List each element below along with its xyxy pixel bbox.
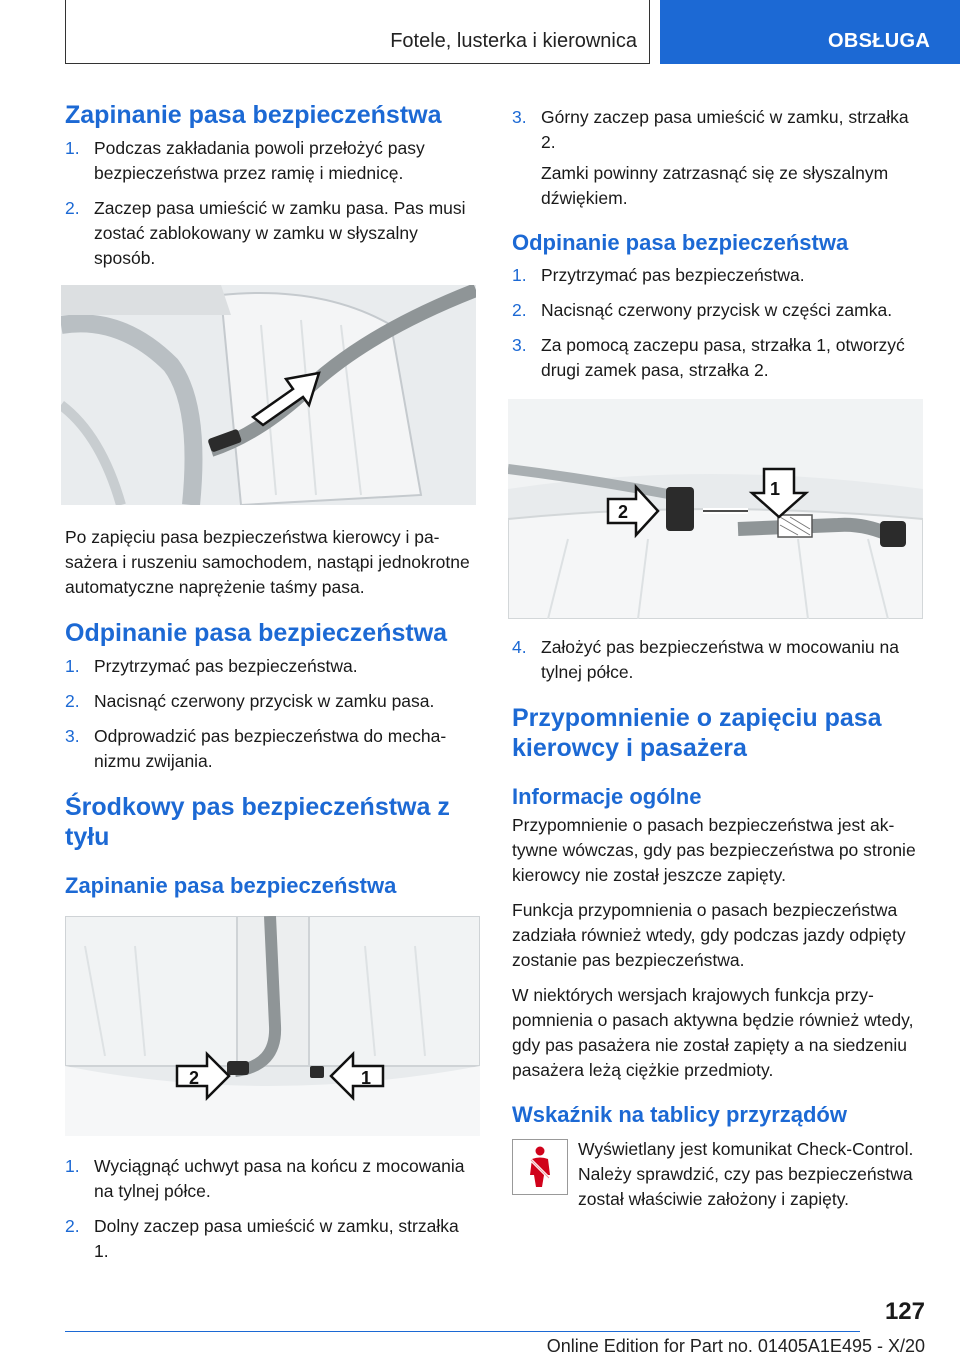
- release-latch-illustration: [508, 399, 923, 619]
- list-item: 1. Przytrzymać pas bezpieczeństwa.: [65, 654, 477, 679]
- list-item-text: Zaczep pasa umieścić w zamku pasa. Pas musi zostać zablokowany w zamku w słyszalny sposób.: [94, 198, 466, 268]
- belt-storage-step: [512, 635, 924, 685]
- list-item-text: Dolny zaczep pasa umieścić w zamku, strzałka 1.: [94, 1216, 459, 1261]
- arrow-label: 1: [770, 479, 781, 499]
- list-item: 2. Dolny zaczep pasa umieścić w zamku, strzałka 1.: [65, 1214, 477, 1264]
- list-item-text: Za pomocą zaczepu pasa, strzałka 1, otworzyć drugi zamek pasa, strzałka 2.: [541, 335, 905, 380]
- header-tab-label: OBSŁUGA: [828, 30, 931, 52]
- rear-center-illustration: [65, 916, 480, 1136]
- list-item: 3. Odprowadzić pas bezpieczeństwa do mechanizmu zwijania.: [65, 724, 477, 774]
- header-tab[interactable]: [660, 0, 960, 64]
- list-item-text: Założyć pas bezpieczeństwa w mocowaniu na tylnej półce.: [541, 637, 899, 682]
- center-fasten-steps-list: [65, 1154, 477, 1264]
- paragraph-indicator: Wyświetlany jest komunikat Check-Control. Należy sprawdzić, czy pas bezpieczeństwa został właściwie założony i zapięty.: [578, 1139, 914, 1209]
- list-item: 3. Górny zaczep pasa umieścić w zamku, strzałka 2.: [512, 105, 924, 155]
- fasten-steps-list: [65, 136, 477, 271]
- page-number: 127: [884, 1298, 925, 1325]
- seatbelt-warning-icon: [512, 1139, 568, 1195]
- list-item-text: Przytrzymać pas bezpieczeństwa.: [541, 265, 805, 285]
- heading-center-release: Odpinanie pasa bezpieczeństwa: [512, 230, 849, 255]
- unfasten-steps-list: [65, 654, 477, 774]
- list-item-text: Nacisnąć czerwony przycisk w części zamka.: [541, 300, 893, 320]
- heading-belt-reminder: Przypomnienie o zapięciu pasa kierowcy i pasażera: [512, 704, 882, 762]
- list-item: 2. Nacisnąć czerwony przycisk w zamku pasa.: [65, 689, 477, 714]
- right-column: [512, 105, 924, 1222]
- list-item: 4. Założyć pas bezpieczeństwa w mocowaniu na tylnej półce.: [512, 635, 924, 685]
- list-item-text: Górny zaczep pasa umieścić w zamku, strzałka 2.: [541, 107, 909, 152]
- front-seat-illustration: [61, 285, 476, 505]
- header-section-title: Fotele, lusterka i kierownica: [390, 30, 637, 52]
- header-section-box: [65, 0, 650, 64]
- paragraph-reminder-passenger: W niektórych wersjach krajowych funkcja przypomnienia o pasach aktywna będzie również wtedy, gdy pas pasażera nie został zapięty a na siedzeniu pasażera leżą ciężkie przedmioty.: [512, 985, 914, 1080]
- heading-center-fasten: Zapinanie pasa bezpieczeństwa: [65, 873, 397, 898]
- list-item: 3. Za pomocą zaczepu pasa, strzałka 1, otworzyć drugi zamek pasa, strzałka 2.: [512, 333, 924, 383]
- figure-rear-center-buckle: [65, 916, 480, 1136]
- list-item: 1. Podczas zakładania powoli przełożyć pasy bezpieczeństwa przez ramię i miednicę.: [65, 136, 477, 186]
- heading-unfasten-belt: Odpinanie pasa bezpieczeństwa: [65, 619, 448, 647]
- heading-instrument-indicator: Wskaźnik na tablicy przyrządów: [512, 1102, 847, 1127]
- figure-front-seat-buckle: [61, 285, 476, 505]
- list-item-text: Przytrzymać pas bezpieczeństwa.: [94, 656, 358, 676]
- center-fasten-steps-continued: [512, 105, 924, 155]
- indicator-block: [512, 1137, 924, 1212]
- edition-info: Online Edition for Part no. 01405A1E495 - X/20: [546, 1336, 925, 1356]
- list-item: 2. Zaczep pasa umieścić w zamku pasa. Pas musi zostać zablokowany w zamku w słyszalny sposób.: [65, 196, 477, 271]
- heading-center-rear-belt: Środkowy pas bezpieczeństwa z tyłu: [65, 793, 450, 851]
- release-steps-list: [512, 263, 924, 383]
- paragraph-reminder-trigger: Funkcja przypomnienia o pasach bezpieczeństwa zadziała również wtedy, gdy podczas jazdy odpięty zostanie pas bezpieczeństwa.: [512, 900, 906, 970]
- list-item-text: Podczas zakładania powoli przełożyć pasy bezpieczeństwa przez ramię i miednicę.: [94, 138, 425, 183]
- paragraph-click-sound: Zamki powinny zatrzasnąć się ze słyszalnym dźwiękiem.: [541, 163, 889, 208]
- paragraph-reminder-active: Przypomnienie o pasach bezpieczeństwa jest aktywne wówczas, gdy pas bezpieczeństwa po stronie kierowcy nie został jeszcze zapięty.: [512, 815, 916, 885]
- arrow-label: 2: [618, 502, 629, 522]
- arrow-label: 1: [361, 1068, 372, 1088]
- footer-divider: [65, 1331, 860, 1332]
- list-item-text: Nacisnąć czerwony przycisk w zamku pasa.: [94, 691, 435, 711]
- list-item: 1. Przytrzymać pas bezpieczeństwa.: [512, 263, 924, 288]
- left-column: [65, 100, 477, 1274]
- figure-release-latch: [508, 399, 923, 619]
- page-header: [0, 0, 960, 66]
- paragraph-auto-tension: Po zapięciu pasa bezpieczeństwa kierowcy i pasażera i ruszeniu samochodem, nastąpi jednokrotne automatyczne naprężenie taśmy pasa.: [65, 527, 470, 597]
- list-item-text: Odprowadzić pas bezpieczeństwa do mechanizmu zwijania.: [94, 726, 447, 771]
- arrow-label: 2: [189, 1068, 200, 1088]
- list-item: 1. Wyciągnąć uchwyt pasa na końcu z mocowania na tylnej półce.: [65, 1154, 477, 1204]
- list-item-text: Wyciągnąć uchwyt pasa na końcu z mocowania na tylnej półce.: [94, 1156, 465, 1201]
- heading-fasten-belt: Zapinanie pasa bezpieczeństwa: [65, 101, 442, 129]
- list-item: 2. Nacisnąć czerwony przycisk w części zamka.: [512, 298, 924, 323]
- heading-general-info: Informacje ogólne: [512, 784, 702, 809]
